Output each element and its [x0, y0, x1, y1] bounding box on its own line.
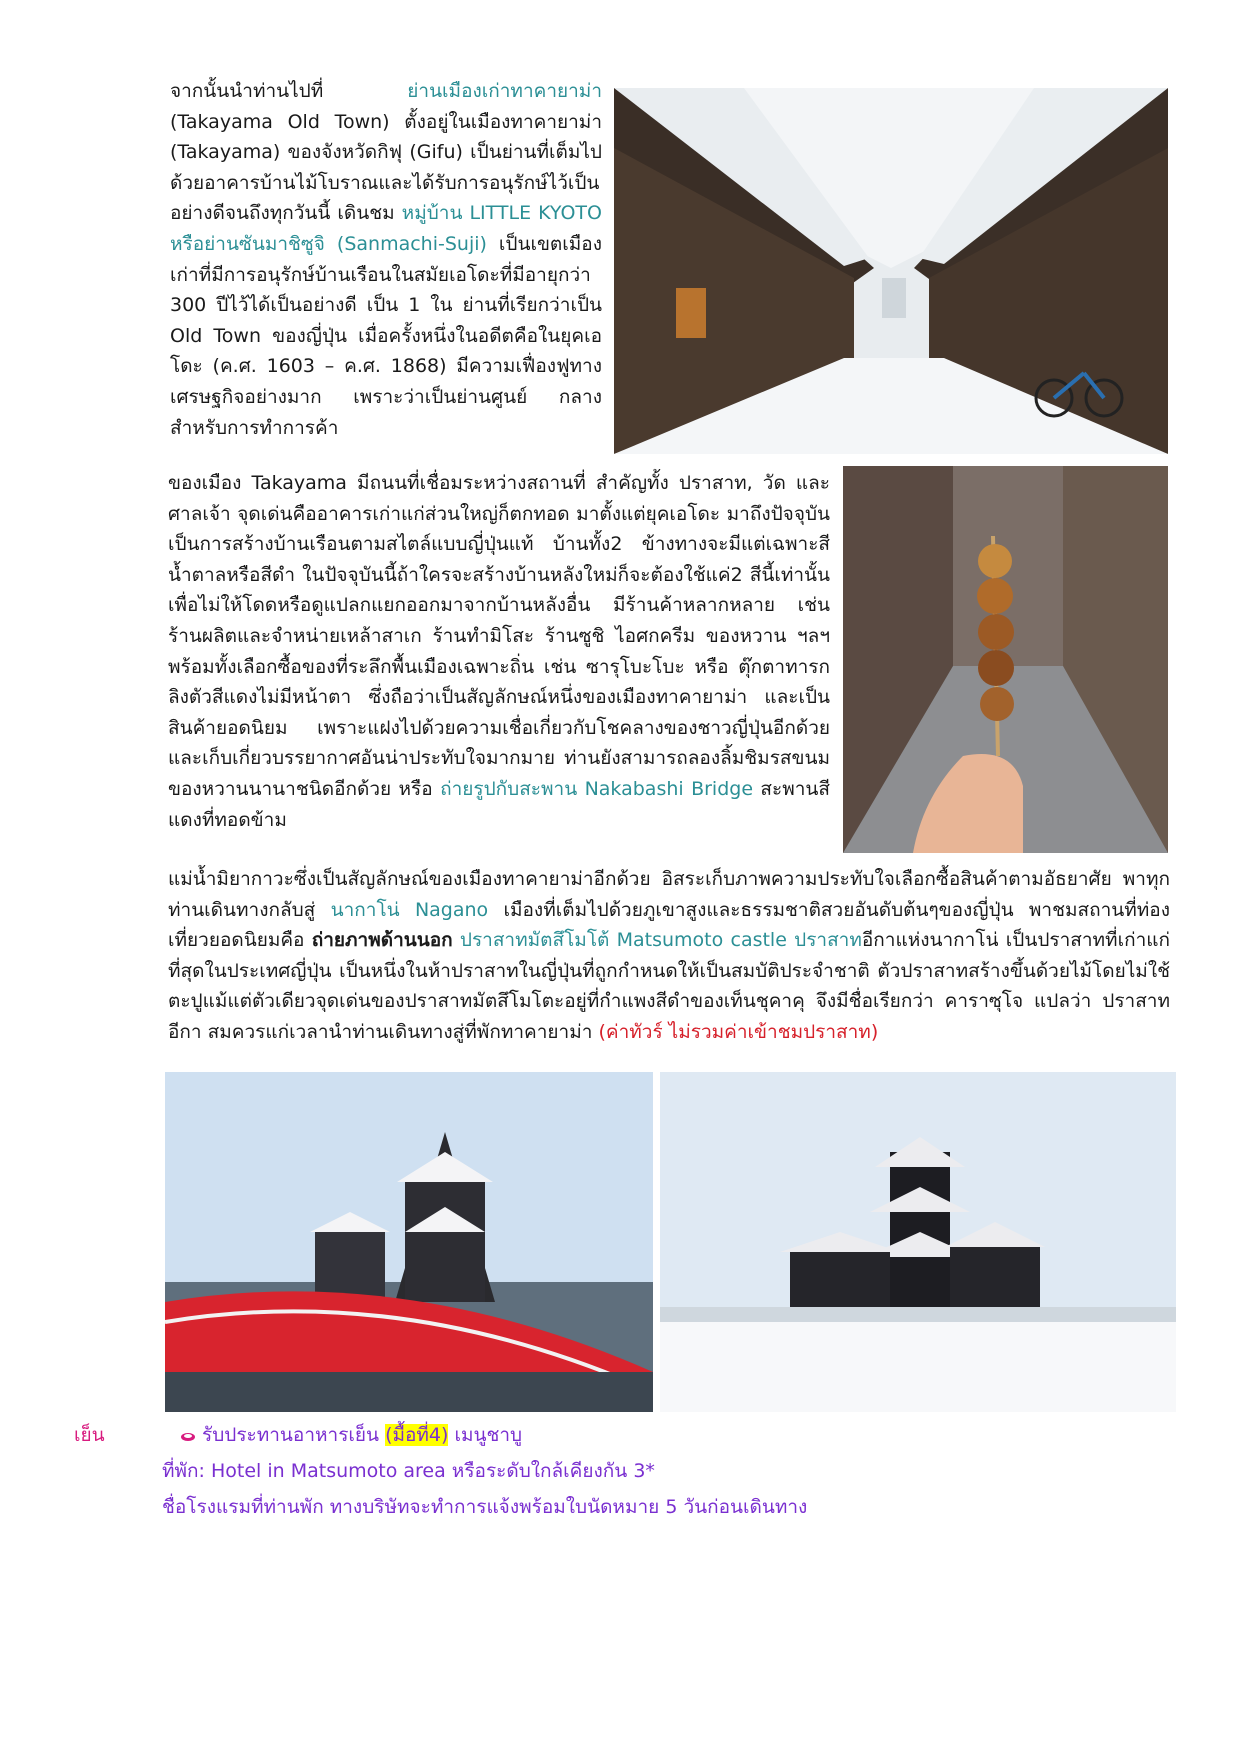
intro-text-1: จากนั้นนำท่านไปที่	[170, 80, 408, 102]
link-takayama-old-town: ย่านเมืองเก่าทาคายาม่า	[407, 80, 602, 102]
intro-text-3: เป็นเขตเมืองเก่าที่มีการอนุรักษ์บ้านเรือนในสมัยเอโดะที่มีอายุกว่า 300 ปีไว้ได้เป็นอย่างดี เป็น 1 ใน ย่านที่เรียกว่าเป็น Old Town ของญี่ปุ่น เมื่อครั้งหนึ่งในอดีตคือในยุคเอโดะ (ค.ศ. 1603 – ค.ศ. 1868) มีความเฟื่องฟูทางเศรษฐกิจอย่างมาก เพราะว่าเป็นย่านศูนย์ กลางสำหรับการทำการค้า	[170, 232, 602, 439]
photo-outside-label: ถ่ายภาพด้านนอก	[311, 929, 453, 952]
dish-icon	[180, 1430, 196, 1442]
evening-label: เย็น	[74, 1424, 105, 1446]
meal-number-highlight: (มื้อที่4)	[385, 1424, 449, 1446]
dango-skewer-photo	[843, 466, 1168, 853]
middle-text-1: ของเมือง Takayama มีถนนที่เชื่อมระหว่างสถานที่ สำคัญทั้ง ปราสาท, วัด และศาลเจ้า จุดเด่นคืออาคารเก่าแก่ส่วนใหญ่ก็ตกทอด มาตั้งแต่ยุคเอโดะ มาถึงปัจจุบัน เป็นการสร้างบ้านเรือนตามสไตล์แบบญี่ปุ่นแท้ บ้านทั้ง2 ข้างทางจะมีแต่เฉพาะสีน้ำตาลหรือสีดำ ในปัจจุบันนี้ถ้าใครจะสร้างบ้านหลังใหม่ก็จะต้องใช้แค่2 สีนี้เท่านั้น เพื่อไม่ให้โดดหรือดูแปลกแยกออกมาจากบ้านหลังอื่น มีร้านค้าหลากหลาย เช่น ร้านผลิตและจำหน่ายเหล้าสาเก ร้านทำมิโสะ ร้านซูชิ ไอศกครีม ของหวาน ฯลฯ พร้อมทั้งเลือกซื้อของที่ระลึกพื้นเมืองเฉพาะถิ่น เช่น ซารุโบะโบะ หรือ ตุ๊กตาทารกลิงตัวสีแดงไม่มีหน้าตา ซึ่งถือว่าเป็นสัญลักษณ์หนึ่งของเมืองทาคายาม่า และเป็นสินค้ายอดนิยม เพราะแฝงไปด้วยความเชื่อเกี่ยวกับโชคลางของชาวญี่ปุ่นอีกด้วย และเก็บเกี่ยวบรรยากาศอันน่าประทับใจมากมาย ท่านยังสามารถลองลิ้มชิมรสขนมของหวานนานาชนิดอีกด้วย หรือ	[168, 472, 830, 800]
takayama-street-photo	[614, 88, 1168, 454]
link-nagano: นากาโน่ Nagano	[330, 898, 489, 921]
full-width-paragraph	[168, 864, 1170, 1048]
link-matsumoto-castle: ปราสาทมัตสึโมโต้ Matsumoto castle ปราสาท	[452, 929, 862, 952]
link-little-kyoto: หมู่บ้าน LITTLE KYOTO หรือย่านซันมาชิซูจิ (Sanmachi-Suji)	[170, 202, 602, 255]
intro-text-2: (Takayama Old Town) ตั้งอยู่ในเมืองทาคายาม่า (Takayama) ของจังหวัดกิฟุ (Gifu) เป็นย่านที่เต็มไปด้วยอาคารบ้านไม้โบราณและได้รับการอนุรักษ์ไว้เป็นอย่างดีจนถึงทุกวันนี้ เดินชม	[170, 110, 602, 225]
matsumoto-castle-snow-photo	[660, 1072, 1176, 1412]
intro-paragraph	[170, 76, 602, 443]
dinner-menu: เมนูชาบู	[448, 1424, 523, 1446]
middle-text-2: สะพานสีแดงที่ทอดข้าม	[168, 777, 830, 831]
full-text-1: แม่น้ำมิยากาวะซึ่งเป็นสัญลักษณ์ของเมืองทาคายาม่าอีกด้วย อิสระเก็บภาพความประทับใจเลือกซื้อสินค้าตามอัธยาศัย พาทุกท่านเดินทางกลับสู่	[168, 868, 1170, 921]
hotel-notice: ชื่อโรงแรมที่ท่านพัก ทางบริษัทจะทำการแจ้งพร้อมใบนัดหมาย 5 วันก่อนเดินทาง	[162, 1496, 808, 1518]
hotel-line: ที่พัก: Hotel in Matsumoto area หรือระดับใกล้เคียงกัน 3*	[162, 1460, 655, 1482]
castle-fee-note: (ค่าทัวร์ ไม่รวมค่าเข้าชมปราสาท)	[598, 1020, 879, 1043]
middle-paragraph	[168, 468, 830, 835]
dinner-text: รับประทานอาหารเย็น	[202, 1424, 386, 1446]
full-text-3: อีกาแห่งนากาโน่ เป็นปราสาทที่เก่าแก่ที่สุดในประเทศญี่ปุ่น เป็นหนึ่งในห้าปราสาทในญี่ปุ่นที่ถูกกำหนดให้เป็นสมบัติประจำชาติ ตัวปราสาทสร้างขึ้นด้วยไม้โดยไม่ใช้ตะปูแม้แต่ตัวเดียวจุดเด่นของปราสาทมัตสึโมโตะอยู่ที่กำแพงสีดำของเท็นชุคาคุ จึงมีชื่อเรียกว่า คาราซุโจ แปลว่า ปราสาทอีกา สมควรแก่เวลานำท่านเดินทางสู่ที่พักทาคายาม่า	[168, 929, 1170, 1043]
matsumoto-castle-bridge-photo	[165, 1072, 653, 1412]
link-nakabashi-bridge: ถ่ายรูปกับสะพาน Nakabashi Bridge	[440, 777, 754, 800]
dinner-line	[180, 1420, 522, 1450]
full-text-2: เมืองที่เต็มไปด้วยภูเขาสูงและธรรมชาติสวยอันดับต้นๆของญี่ปุ่น พาชมสถานที่ท่องเที่ยวยอดนิยมคือ	[168, 898, 1170, 952]
